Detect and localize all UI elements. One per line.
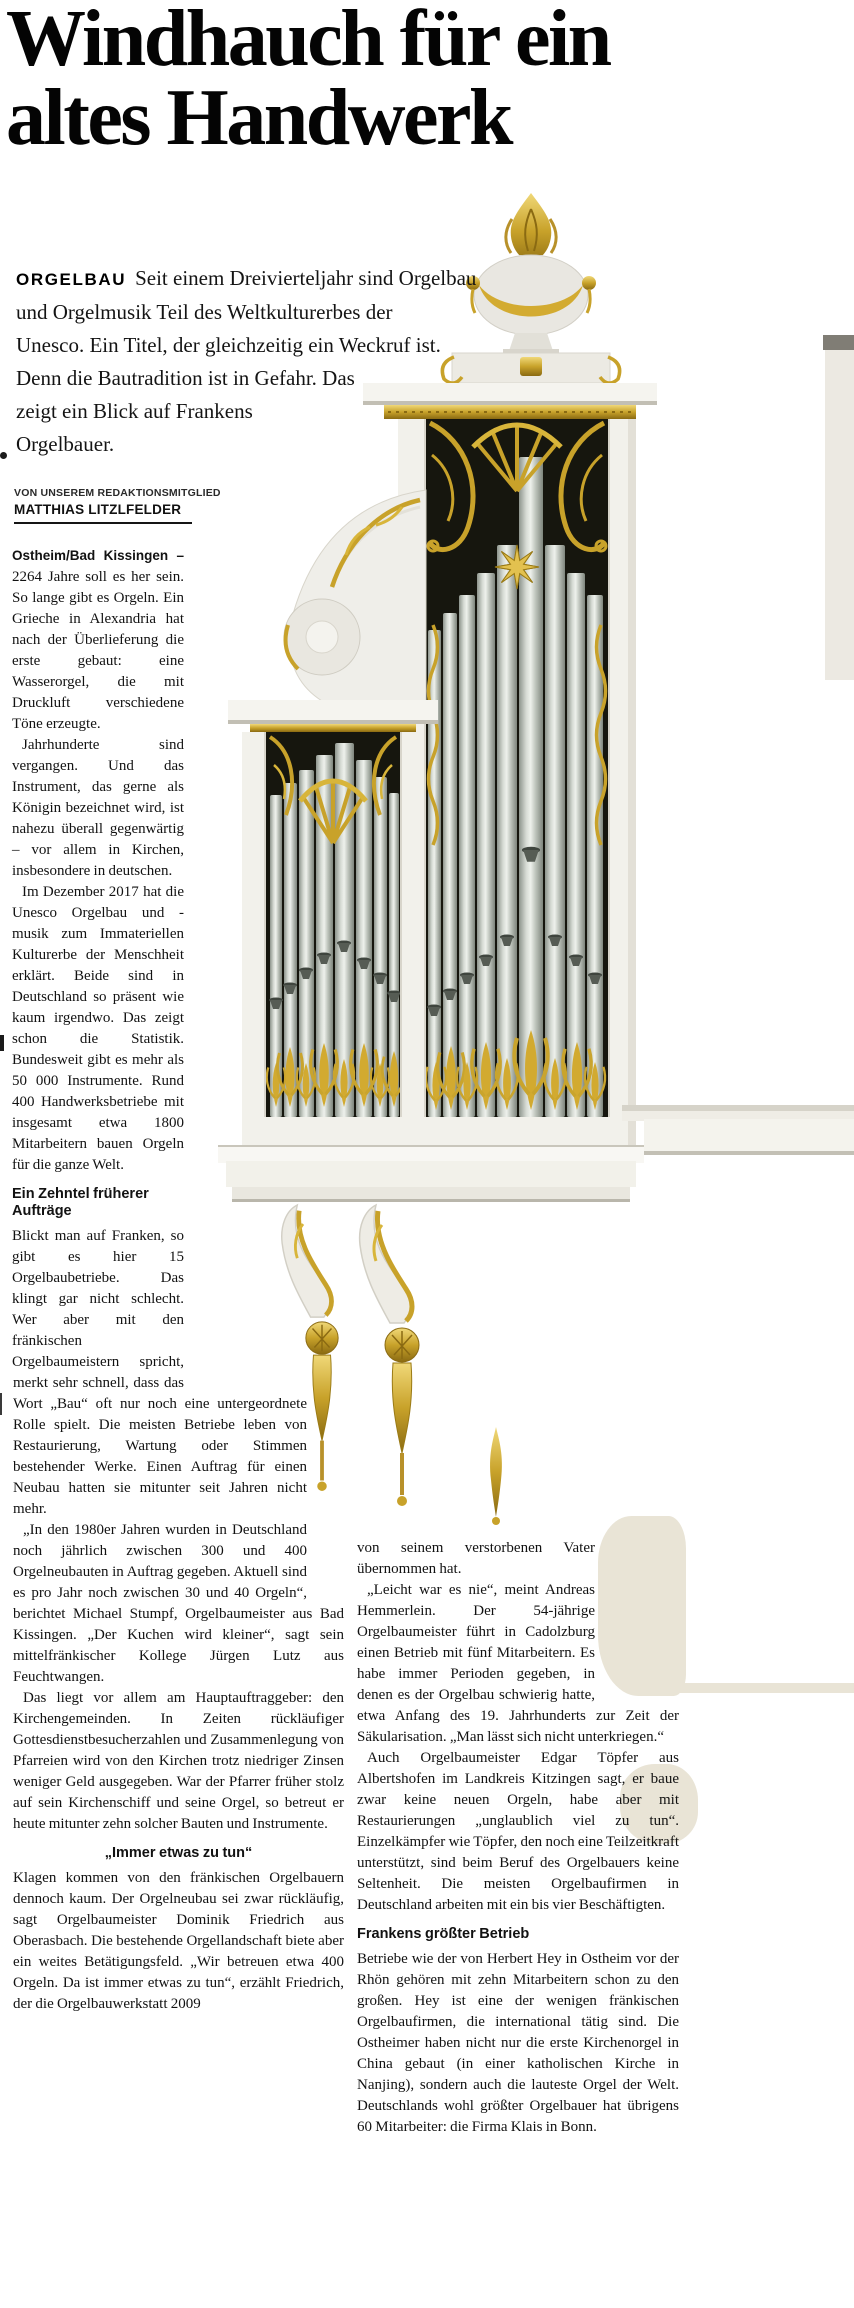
article-column-left (12, 545, 344, 2308)
wrap-spacer (307, 1390, 344, 1602)
wrap-spacer (184, 545, 344, 1390)
headline-line-1: Windhauch für ein (6, 0, 610, 83)
page-title (6, 0, 610, 162)
lede-line: Orgelbauer. (16, 432, 115, 456)
paragraph: „In den 1980er Jahren wurden in Deutschland noch jährlich zwischen 300 und 400 Orgelneubauten in Auftrag gegeben. Aktuell sind es pro Jahr noch zwischen 30 und 40 Orgeln“, berichtet Michael Stumpf, Orgelbaumeister aus Bad Kissingen. „Der Kuchen wird kleiner“, sagt sein mittelfränkischer Kollege Jürgen Lutz aus Feuchtwangen. (13, 1522, 344, 1685)
kicker: ORGELBAU (16, 270, 127, 289)
byline-author: MATTHIAS LITZLFELDER (14, 502, 182, 517)
paragraph: Blickt man auf Franken, so gibt es hier 15 Orgelbaubetriebe. Das klingt gar nicht schlecht. Wer aber mit den fränkischen Orgelbaumeistern spricht, merkt sehr schnell, dass das Wort „Bau“ oft nur noch eine untergeordnete Rolle spielt. Die meisten Betriebe leben von Restaurierung, Wartung oder Stimmen bestehender Werke. Einen Auftrag für einen Neubau hatten sie mitunter seit Jahren nicht mehr. (12, 1228, 307, 1517)
wrap-spacer (12, 1390, 13, 2308)
paragraph: von seinem verstorbenen Vater übernommen hat. (357, 1540, 595, 1577)
paragraph-text: 2264 Jahre soll es her sein. So lange gibt es Orgeln. Ein Grieche in Alexandria hat nach der Überlieferung die erste gebaut: eine Wasserorgel, die mit Druckluft verschiedene Töne erzeugte. (12, 569, 184, 732)
paragraph: Das liegt vor allem am Hauptauftraggeber: den Kirchengemeinden. In Zeiten rückläufiger Gottesdienstbesucherzahlen und Zusammenlegung von Pfarreien wird von den Kirchen trotz niedriger Zinsen weniger Geld ausgegeben. War der Pfarrer früher stolz auf sein Kirchenschiff und seine Orgel, so betreut er heute mitunter zehn solcher Bauten und Instrumente. (13, 1690, 344, 1832)
subhead: „Immer etwas zu tun“ (104, 1845, 253, 1861)
subhead: Ein Zehntel früherer Aufträge (12, 1186, 149, 1219)
lede-line: Unesco. Ein Titel, der gleichzeitig ein Weckruf ist. (16, 333, 441, 357)
scan-artifact (0, 452, 7, 459)
scan-artifact (0, 1393, 2, 1415)
subhead: Frankens größter Betrieb (357, 1926, 530, 1942)
paragraph: Klagen kommen von den fränkischen Orgelbauern dennoch kaum. Der Orgelneubau sei zwar rückläufig, sagt Orgelbaumeister Dominik Friedrich aus Oberasbach. Die bestehende Orgellandschaft biete aber ein weites Betätigungsfeld. „Wir betreuen etwa 400 Orgeln. Da ist immer etwas zu tun“, erzählt Friedrich, der die Orgelbauwerkstatt 2009 (13, 1870, 344, 2012)
byline (14, 487, 221, 524)
article-column-middle (357, 1538, 679, 2138)
headline-line-2: altes Handwerk (6, 74, 511, 162)
lede-line: zeigt ein Blick auf Frankens (16, 399, 253, 423)
paragraph: Im Dezember 2017 hat die Unesco Orgelbau und -musik zum Immateriellen Kulturerbe der Menschheit erklärt. Beide sind in Deutschland so präsent wie kaum irgendwo. Das zeigt schon die Statistik. Bundesweit gibt es mehr als 50 000 Instrumente. Rund 400 Handwerksbetriebe mit insgesamt etwa 1800 Mitarbeitern bauen Orgeln für die ganze Welt. (12, 884, 184, 1173)
paragraph: Jahrhunderte sind vergangen. Und das Instrument, das gerne als Königin bezeichnet wird, ist nahezu überall gegenwärtig – vor allem in Kirchen, insbesondere in deutschen. (12, 737, 184, 879)
lede-text: Seit einem Dreivierteljahr sind Orgelbau (135, 266, 477, 290)
lede (16, 262, 476, 461)
lede-line (16, 262, 476, 296)
wrap-spacer (595, 1538, 679, 1700)
paragraph: Betriebe wie der von Herbert Hey in Ostheim vor der Rhön gehören mit zehn Mitarbeitern schon zu den großen. Hey ist eine der wenigen fränkischen Orgelbaufirmen, die international tätig sind. Die Ostheimer haben nicht nur die erste Kirchenorgel in China gebaut (in einer katholischen Kirche in Nanjing), sondern auch die lauteste Orgel der Welt. Deutschlands wohl größter Orgelbauer hat übrigens 60 Mitarbeiter: die Firma Klais in Bonn. (357, 1951, 679, 2135)
dateline: Ostheim/Bad Kissingen – (12, 548, 184, 563)
paragraph: Auch Orgelbaumeister Edgar Töpfer aus Albertshofen im Landkreis Kitzingen sagt, er baue zwar keine neuen Orgeln, habe aber mit Restaurierungen „unglaublich viel zu tun“. Einzelkämpfer wie Töpfer, den noch eine Teilzeitkraft unterstützt, sind beim Beruf des Orgelbauers keine Seltenheit. Die meisten Orgelbaufirmen in Deutschland arbeiten mit ein bis vier Beschäftigten. (357, 1750, 679, 1913)
lede-line: und Orgelmusik Teil des Weltkulturerbes der (16, 300, 393, 324)
paragraph: „Leicht war es nie“, meint Andreas Hemmerlein. Der 54-jährige Orgelbaumeister führt in Cadolzburg einen Betrieb mit fünf Mitarbeitern. Es habe immer Perioden gegeben, in denen es der Orgelbau schwierig hatte, etwa Anfang des 19. Jahrhunderts zur Zeit der Säkularisation. „Man lässt sich nicht unterkriegen.“ (357, 1582, 679, 1745)
lede-line: Denn die Bautradition ist in Gefahr. Das (16, 366, 355, 390)
byline-rule (14, 522, 192, 524)
byline-label: VON UNSEREM REDAKTIONSMITGLIED (14, 487, 221, 499)
scan-artifact (0, 1035, 4, 1051)
